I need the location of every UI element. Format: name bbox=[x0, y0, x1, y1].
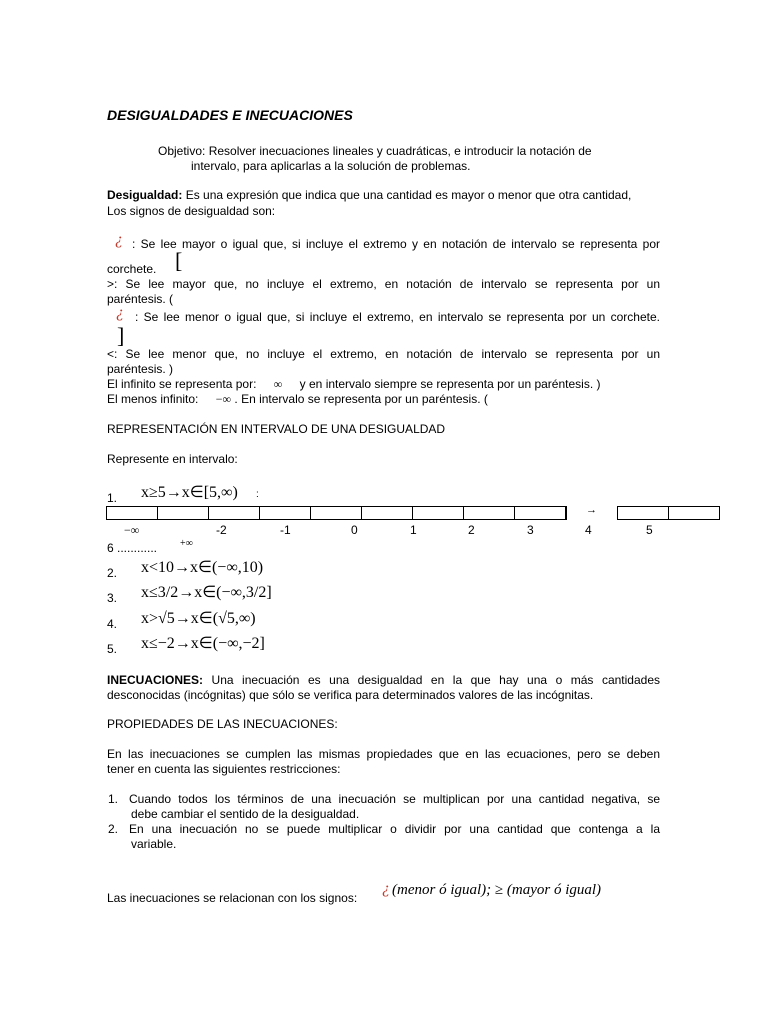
infinity-explanation: y en intervalo siempre se representa por un paréntesis. ) bbox=[299, 377, 601, 391]
objetivo-line-1: Objetivo: Resolver inecuaciones lineales y cuadráticas, e introducir la notación de bbox=[158, 144, 592, 158]
ge-line-2: corchete. bbox=[107, 262, 157, 276]
propiedades-line-2: tener en cuenta las siguientes restricciones: bbox=[107, 762, 341, 776]
section-heading-intervalo: REPRESENTACIÓN EN INTERVALO DE UNA DESIGUALDAD bbox=[107, 422, 446, 436]
number-line-cell bbox=[259, 506, 311, 520]
signos-expression: (menor ó igual); ≥ (mayor ó igual) bbox=[392, 882, 602, 898]
le-sign-glyph: ¿ bbox=[116, 304, 124, 321]
exercise-1-colon: : bbox=[256, 489, 259, 500]
number-line-cell bbox=[361, 506, 413, 520]
signos-glyph: ¿ bbox=[382, 880, 390, 897]
infinity-label: El infinito se representa por: bbox=[107, 377, 257, 391]
tick-label: -2 bbox=[216, 523, 227, 537]
lt-line-2: paréntesis. ) bbox=[107, 362, 174, 376]
infinity-line bbox=[107, 377, 601, 392]
exercise-expression: x>√5→x∈(√5,∞) bbox=[141, 610, 256, 627]
exercise-number: 4. bbox=[107, 617, 118, 631]
gt-line-1: >: Se lee mayor que, no incluye el extremo, en notación de intervalo se representa por un bbox=[107, 277, 660, 291]
inecuaciones-definition: Una inecuación es una desigualdad en la que hay una o más cantidades bbox=[211, 673, 660, 687]
inecuaciones-term: INECUACIONES: bbox=[107, 673, 204, 687]
exercise-number: 5. bbox=[107, 642, 118, 656]
rule-number: 2. bbox=[108, 822, 119, 836]
rule-line-2: variable. bbox=[131, 837, 177, 851]
minus-infinity-line bbox=[107, 392, 488, 407]
open-bracket-symbol: [ bbox=[175, 248, 183, 273]
desigualdad-line-2: Los signos de desigualdad son: bbox=[107, 204, 276, 218]
close-bracket-symbol: ] bbox=[117, 323, 125, 348]
rule-line-2: debe cambiar el sentido de la desigualdad. bbox=[131, 807, 360, 821]
tick-label-minus-infinity: −∞ bbox=[124, 523, 140, 537]
minus-infinity-symbol: −∞ bbox=[215, 392, 232, 406]
exercise-expression: x≤−2→x∈(−∞,−2] bbox=[141, 635, 265, 652]
minus-infinity-explanation: . En intervalo se representa por un paréntesis. ( bbox=[234, 392, 488, 406]
objetivo-line-2: intervalo, para aplicarlas a la solución de problemas. bbox=[191, 159, 471, 173]
rule-line-1: En una inecuación no se puede multiplicar o dividir por una cantidad que contenga a la bbox=[129, 822, 660, 836]
page-title: DESIGUALDADES E INECUACIONES bbox=[107, 107, 353, 123]
minus-infinity-label: El menos infinito: bbox=[107, 392, 199, 406]
infinity-symbol: ∞ bbox=[273, 377, 283, 391]
number-line-cell bbox=[668, 506, 720, 520]
propiedades-line-1: En las inecuaciones se cumplen las mismas propiedades que en las ecuaciones, pero se deben bbox=[107, 747, 660, 761]
rule-number: 1. bbox=[108, 792, 119, 806]
exercise-expression: x≤3/2→x∈(−∞,3/2] bbox=[141, 584, 272, 601]
number-line-cell bbox=[514, 506, 567, 520]
le-line-1: : Se lee menor o igual que, si incluye el extremo, en intervalo se representa por un corchete. bbox=[135, 310, 660, 324]
number-line-cell bbox=[463, 506, 515, 520]
closed-endpoint-mark bbox=[565, 506, 567, 520]
exercise-expression: x<10→x∈(−∞,10) bbox=[141, 559, 264, 576]
desigualdad-line-1 bbox=[107, 188, 631, 202]
ge-sign-glyph: ¿ bbox=[115, 231, 123, 248]
number-line-cell bbox=[157, 506, 209, 520]
lt-line-1: <: Se lee menor que, no incluye el extremo, en notación de intervalo se representa por un bbox=[107, 347, 660, 361]
rule-line-1: Cuando todos los términos de una inecuación se multiplican por una cantidad negativa, se bbox=[129, 792, 660, 806]
number-line-grid bbox=[106, 506, 720, 522]
tick-label: 4 bbox=[585, 523, 592, 537]
inecuaciones-line-2: desconocidas (incógnitas) que sólo se verifica para determinados valores de las incógnitas. bbox=[107, 688, 594, 702]
exercise-1-expression: x≥5→x∈[5,∞) bbox=[141, 484, 238, 501]
number-line-arrow: → bbox=[586, 504, 597, 516]
number-line-cell bbox=[310, 506, 362, 520]
plus-infinity-label: +∞ bbox=[180, 538, 193, 549]
tick-label: -1 bbox=[280, 523, 291, 537]
number-line-cell bbox=[617, 506, 669, 520]
desigualdad-definition: Es una expresión que indica que una cantidad es mayor o menor que otra cantidad, bbox=[185, 188, 632, 202]
represente-label: Represente en intervalo: bbox=[107, 452, 238, 466]
tick-label: 0 bbox=[351, 523, 358, 537]
number-line-cell bbox=[106, 506, 158, 520]
section-heading-propiedades: PROPIEDADES DE LAS INECUACIONES: bbox=[107, 717, 338, 731]
ge-line-1: : Se lee mayor o igual que, si incluye el extremo y en notación de intervalo se representa por bbox=[132, 237, 660, 251]
tick-label: 1 bbox=[410, 523, 417, 537]
tick-label: 5 bbox=[646, 523, 653, 537]
desigualdad-term: Desigualdad: bbox=[107, 188, 183, 202]
gt-line-2: paréntesis. ( bbox=[107, 292, 174, 306]
exercise-1-number: 1. bbox=[107, 491, 118, 505]
number-line-cell bbox=[412, 506, 464, 520]
tick-label: 3 bbox=[527, 523, 534, 537]
number-line-row-6: 6 ............ bbox=[107, 541, 158, 555]
inecuaciones-line-1 bbox=[107, 673, 660, 687]
exercise-number: 3. bbox=[107, 591, 118, 605]
signos-label: Las inecuaciones se relacionan con los signos: bbox=[107, 891, 358, 905]
number-line-cell bbox=[208, 506, 260, 520]
tick-label: 2 bbox=[468, 523, 475, 537]
exercise-number: 2. bbox=[107, 566, 118, 580]
